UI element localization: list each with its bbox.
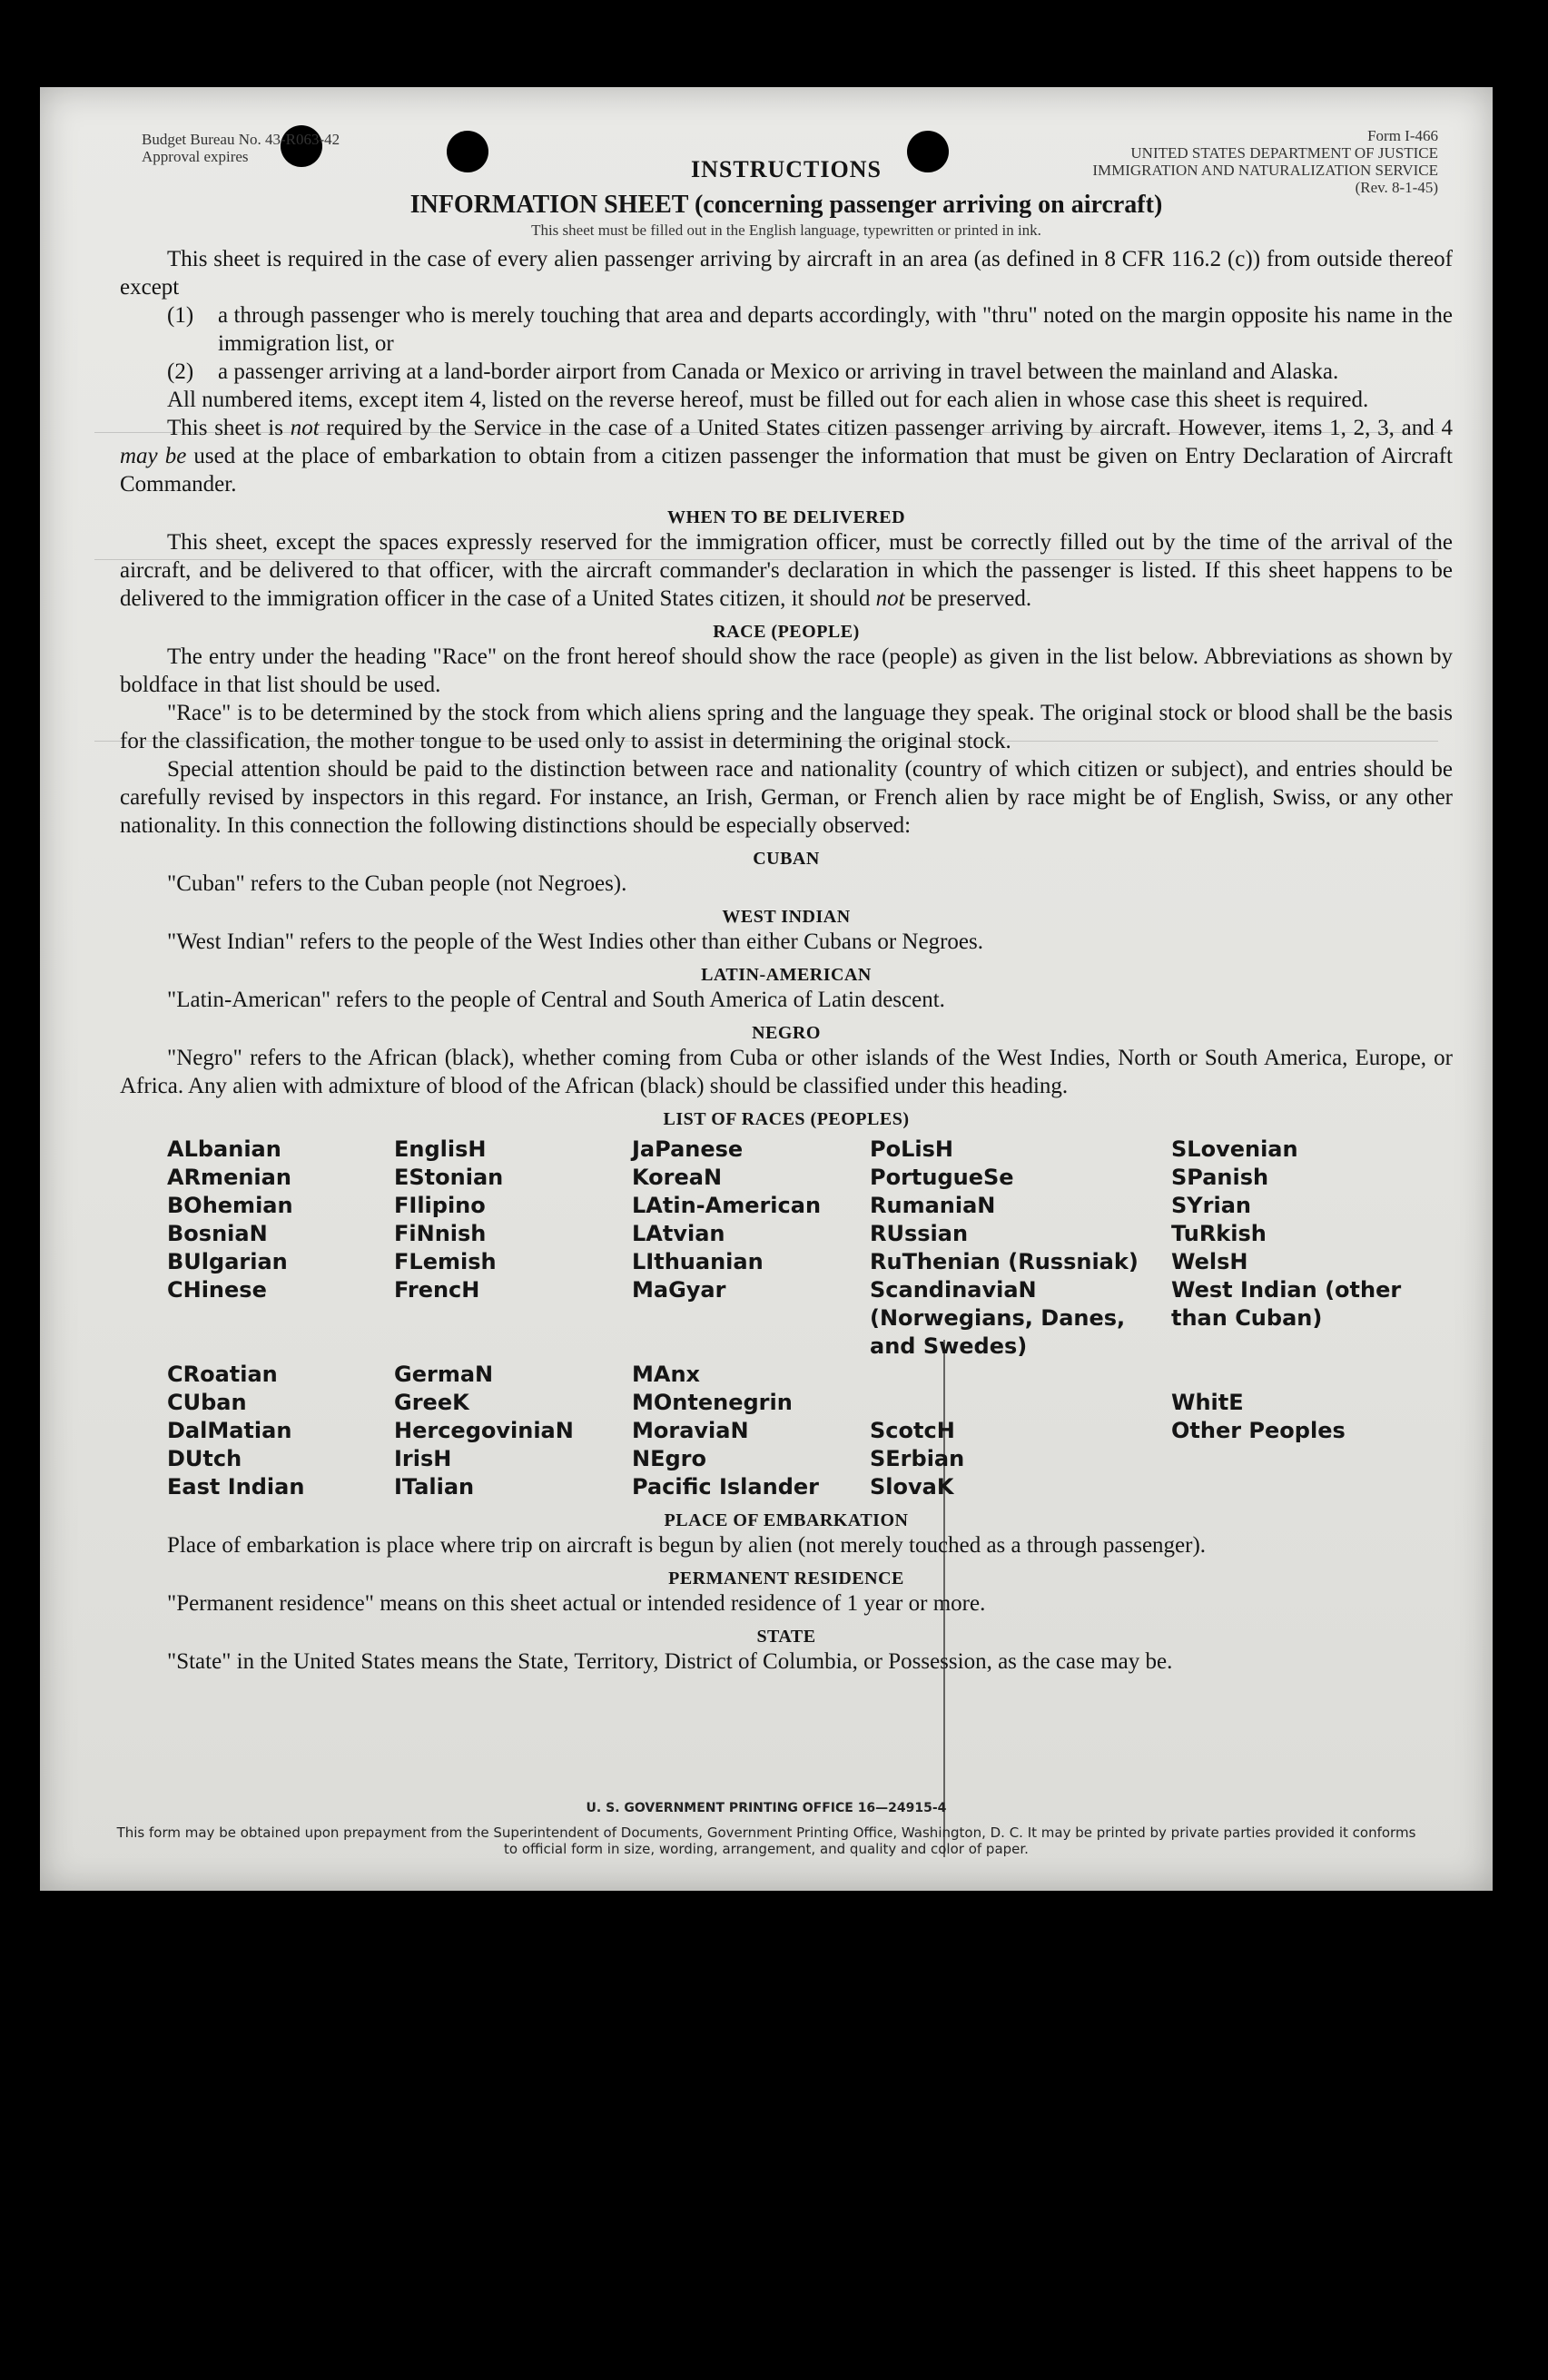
document-page [40,87,1493,1891]
race-entry: BUlgarian [167,1249,288,1274]
race-entry: FLemish [394,1249,497,1274]
race-entry: WhitE [1171,1390,1244,1415]
race-entry: East Indian [167,1474,305,1500]
heading-west-indian: WEST INDIAN [722,907,851,927]
race-entry: RuThenian (Russniak) [870,1249,1139,1274]
race-entry: ALbanian [167,1136,281,1162]
race-entry: TuRkish [1171,1221,1267,1246]
races-list [120,1136,1453,1501]
race-paragraph-2: "Race" is to be determined by the stock from which aliens spring and the language they speak. The original stock or blood shall be the basis for the classification, the mother tongue to be used only to assist in determining the original stock. [120,701,1453,753]
race-entry: Pacific Islander [632,1474,819,1500]
heading-list-of-races: LIST OF RACES (PEOPLES) [663,1109,910,1129]
when-paragraph: This sheet, except the spaces expressly reserved for the immigration officer, must be correctly filled out by the time of the arrival of the aircraft, and be delivered to that officer, with the aircraft commander's declaration in which the passenger is listed. If this sheet happens to be delivered to the immigration officer in the case of a United States citizen, it should not be preserved. [120,530,1453,611]
heading-place-of-embarkation: PLACE OF EMBARKATION [664,1510,909,1530]
heading-race: RACE (PEOPLE) [713,622,860,642]
race-entry: LIthuanian [632,1249,764,1274]
race-entry: HercegoviniaN [394,1418,574,1443]
race-paragraph-3: Special attention should be paid to the distinction between race and nationality (country of which citizen or subject), and entries should be carefully revised by inspectors in this regard. For instance, an Irish, German, or French alien by race might be of English, Swiss, or any other nationality. In this connection the following distinctions should be especially observed: [120,757,1453,838]
race-entry: LAtvian [632,1221,725,1246]
heading-state: STATE [756,1627,816,1647]
heading-latin-american: LATIN-AMERICAN [701,965,872,985]
embarkation-paragraph: Place of embarkation is place where trip on aircraft is begun by alien (not merely touched as a through passenger). [167,1533,1207,1558]
race-entry [870,1389,1171,1417]
exception-1: (1) a through passenger who is merely touching that area and departs accordingly, with "thru" noted on the margin opposite his name in the immigration list, or [167,303,1453,356]
race-entry: Other Peoples [1171,1418,1346,1443]
state-paragraph: "State" in the United States means the State, Territory, District of Columbia, or Possession, as the case may be. [167,1649,1173,1674]
race-entry [1171,1445,1444,1473]
cuban-paragraph: "Cuban" refers to the Cuban people (not Negroes). [167,871,627,896]
race-entry: SYrian [1171,1193,1252,1218]
race-entry: CUban [167,1390,247,1415]
race-entry: MOntenegrin [632,1390,793,1415]
race-entry: SlovaK [870,1474,954,1500]
race-entry: MAnx [632,1362,701,1387]
permanent-residence-paragraph: "Permanent residence" means on this sheet actual or intended residence of 1 year or more. [167,1591,986,1616]
race-entry: RumaniaN [870,1193,996,1218]
heading-cuban: CUBAN [753,849,820,869]
race-entry: BOhemian [167,1193,293,1218]
race-entry: NEgro [632,1446,706,1471]
race-entry: PoLisH [870,1136,953,1162]
race-entry: EnglisH [394,1136,487,1162]
race-entry: CRoatian [167,1362,278,1387]
race-entry [1171,1361,1444,1389]
race-entry: FiNnish [394,1221,487,1246]
race-entry: SErbian [870,1446,965,1471]
race-entry: JaPanese [632,1136,744,1162]
race-entry: BosniaN [167,1221,268,1246]
instructions-content [120,156,1453,1676]
race-entry: RUssian [870,1221,969,1246]
heading-negro: NEGRO [752,1023,821,1043]
numbered-items-paragraph: All numbered items, except item 4, listed on the reverse hereof, must be filled out for each alien in whose case this sheet is required. [167,388,1369,412]
intro-paragraph: This sheet is required in the case of every alien passenger arriving by aircraft in an area (as defined in 8 CFR 116.2 (c)) from outside thereof except [120,247,1453,300]
race-entry: ITalian [394,1474,475,1500]
west-indian-paragraph: "West Indian" refers to the people of the West Indies other than either Cubans or Negroes. [167,929,983,954]
form-code-block: Form I-466 UNITED STATES DEPARTMENT OF JUSTICE IMMIGRATION AND NATURALIZATION SERVICE (Rev. 8-1-45) [1092,127,1438,196]
race-entry: CHinese [167,1277,267,1303]
race-entry: LAtin-American [632,1193,822,1218]
form-number: Form I-466 [1367,127,1438,144]
requirement-note: This sheet must be filled out in the English language, typewritten or printed in ink. [531,221,1041,239]
race-entry: IrisH [394,1446,452,1471]
citizen-paragraph: This sheet is not required by the Service in the case of a United States citizen passenger arriving by aircraft. However, items 1, 2, 3, and 4 may be used at the place of embarkation to obtain from a citizen passenger the information that must be given on Entry Declaration of Aircraft Commander. [120,416,1454,497]
race-entry: ScandinaviaN (Norwegians, Danes, and Swedes) [870,1277,1126,1359]
printing-office-line: U. S. GOVERNMENT PRINTING OFFICE 16—24915-4 [586,1801,947,1815]
footer-note: This form may be obtained upon prepayment from the Superintendent of Documents, Government Printing Office, Washington, D. C. It may be printed by private parties provided it conforms to official form in size, wording, arrangement, and quality and color of paper. [116,1824,1416,1857]
race-entry [870,1361,1171,1389]
race-entry: DUtch [167,1446,242,1471]
race-entry: MoraviaN [632,1418,749,1443]
race-entry: GermaN [394,1362,494,1387]
race-entry: FrencH [394,1277,480,1303]
race-entry: KoreaN [632,1165,723,1190]
race-entry: PortugueSe [870,1165,1014,1190]
race-entry: WelsH [1171,1249,1248,1274]
heading-when-delivered: WHEN TO BE DELIVERED [666,507,906,527]
form-title: INFORMATION SHEET (concerning passenger arriving on aircraft) [409,191,1163,219]
race-entry: SPanish [1171,1165,1269,1190]
race-entry: MaGyar [632,1277,726,1303]
exception-2: (2) a passenger arriving at a land-border airport from Canada or Mexico or arriving in travel between the mainland and Alaska. [167,359,1339,384]
approval-block: Budget Bureau No. 43-R063-42 Approval expires [142,131,340,165]
race-entry: GreeK [394,1390,469,1415]
race-entry: ARmenian [167,1165,291,1190]
race-entry: ScotcH [870,1418,955,1443]
race-entry: EStonian [394,1165,504,1190]
latin-american-paragraph: "Latin-American" refers to the people of Central and South America of Latin descent. [167,988,945,1012]
instructions-title: INSTRUCTIONS [691,156,882,182]
race-entry [1171,1473,1444,1501]
race-entry: FIlipino [394,1193,486,1218]
race-paragraph-1: The entry under the heading "Race" on the front hereof should show the race (people) as given in the list below. Abbreviations as shown by boldface in that list should be used. [120,644,1453,697]
negro-paragraph: "Negro" refers to the African (black), whether coming from Cuba or other islands of the West Indies, North or South America, Europe, or Africa. Any alien with admixture of blood of the African (black) should be classified under this heading. [120,1046,1453,1098]
heading-permanent-residence: PERMANENT RESIDENCE [668,1569,904,1588]
race-entry: DalMatian [167,1418,292,1443]
race-entry: West Indian (other than Cuban) [1171,1277,1402,1331]
race-entry: SLovenian [1171,1136,1298,1162]
